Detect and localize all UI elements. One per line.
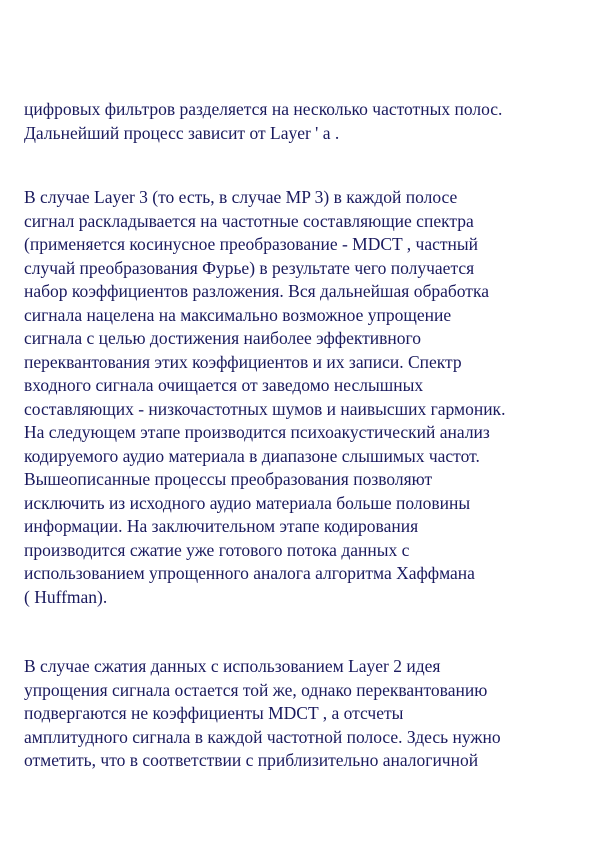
paragraph-layer2 (24, 655, 501, 773)
text-line: составляющих - низкочастотных шумов и наивысших гармоник. (24, 398, 506, 419)
text-line: производится сжатие уже готового потока данных с (24, 539, 410, 560)
text-line: кодируемого аудио материала в диапазоне слышимых частот. (24, 445, 480, 466)
text-line: (применяется косинусное преобразование - MDCT , частный (24, 234, 479, 254)
paragraph-layer3 (24, 186, 505, 609)
text-line: В случае Layer 3 (то есть, в случае MP 3) в каждой полосе (24, 187, 458, 207)
text-line: переквантования этих коэффициентов и их записи. Спектр (24, 351, 462, 372)
text-line: ( Huffman). (24, 586, 108, 607)
text-line: сигнала нацелена на максимально возможное упрощение (24, 304, 452, 325)
text-line: исключить из исходного аудио материала больше половины (24, 492, 471, 513)
text-line: использованием упрощенного аналога алгоритма Хаффмана (24, 563, 475, 583)
text-line: цифровых фильтров разделяется на несколько частотных полос. (24, 99, 503, 119)
text-line: отметить, что в соответствии с приблизительно аналогичной (24, 750, 479, 770)
text-line: случай преобразования Фурье) в результате чего получается (24, 257, 475, 278)
text-line: В случае сжатия данных с использованием Layer 2 идея (24, 656, 441, 676)
text-line: сигнал раскладывается на частотные составляющие спектра (24, 210, 474, 231)
text-line: информации. На заключительном этапе кодирования (24, 516, 419, 536)
text-line: Дальнейший процесс зависит от Layer ' а . (24, 122, 340, 143)
text-line: На следующем этапе производится психоакустический анализ (24, 422, 490, 442)
text-line: Вышеописанные процессы преобразования позволяют (24, 469, 433, 489)
text-line: входного сигнала очищается от заведомо неслышных (24, 375, 424, 395)
text-line: подвергаются не коэффициенты MDCT , а отсчеты (24, 703, 404, 723)
text-line: набор коэффициентов разложения. Вся дальнейшая обработка (24, 281, 489, 301)
text-line: упрощения сигнала остается той же, однако переквантованию (24, 679, 488, 700)
paragraph-filters (24, 98, 502, 145)
text-line: амплитудного сигнала в каждой частотной полосе. Здесь нужно (24, 726, 501, 747)
text-line: сигнала с целью достижения наиболее эффективного (24, 328, 422, 348)
